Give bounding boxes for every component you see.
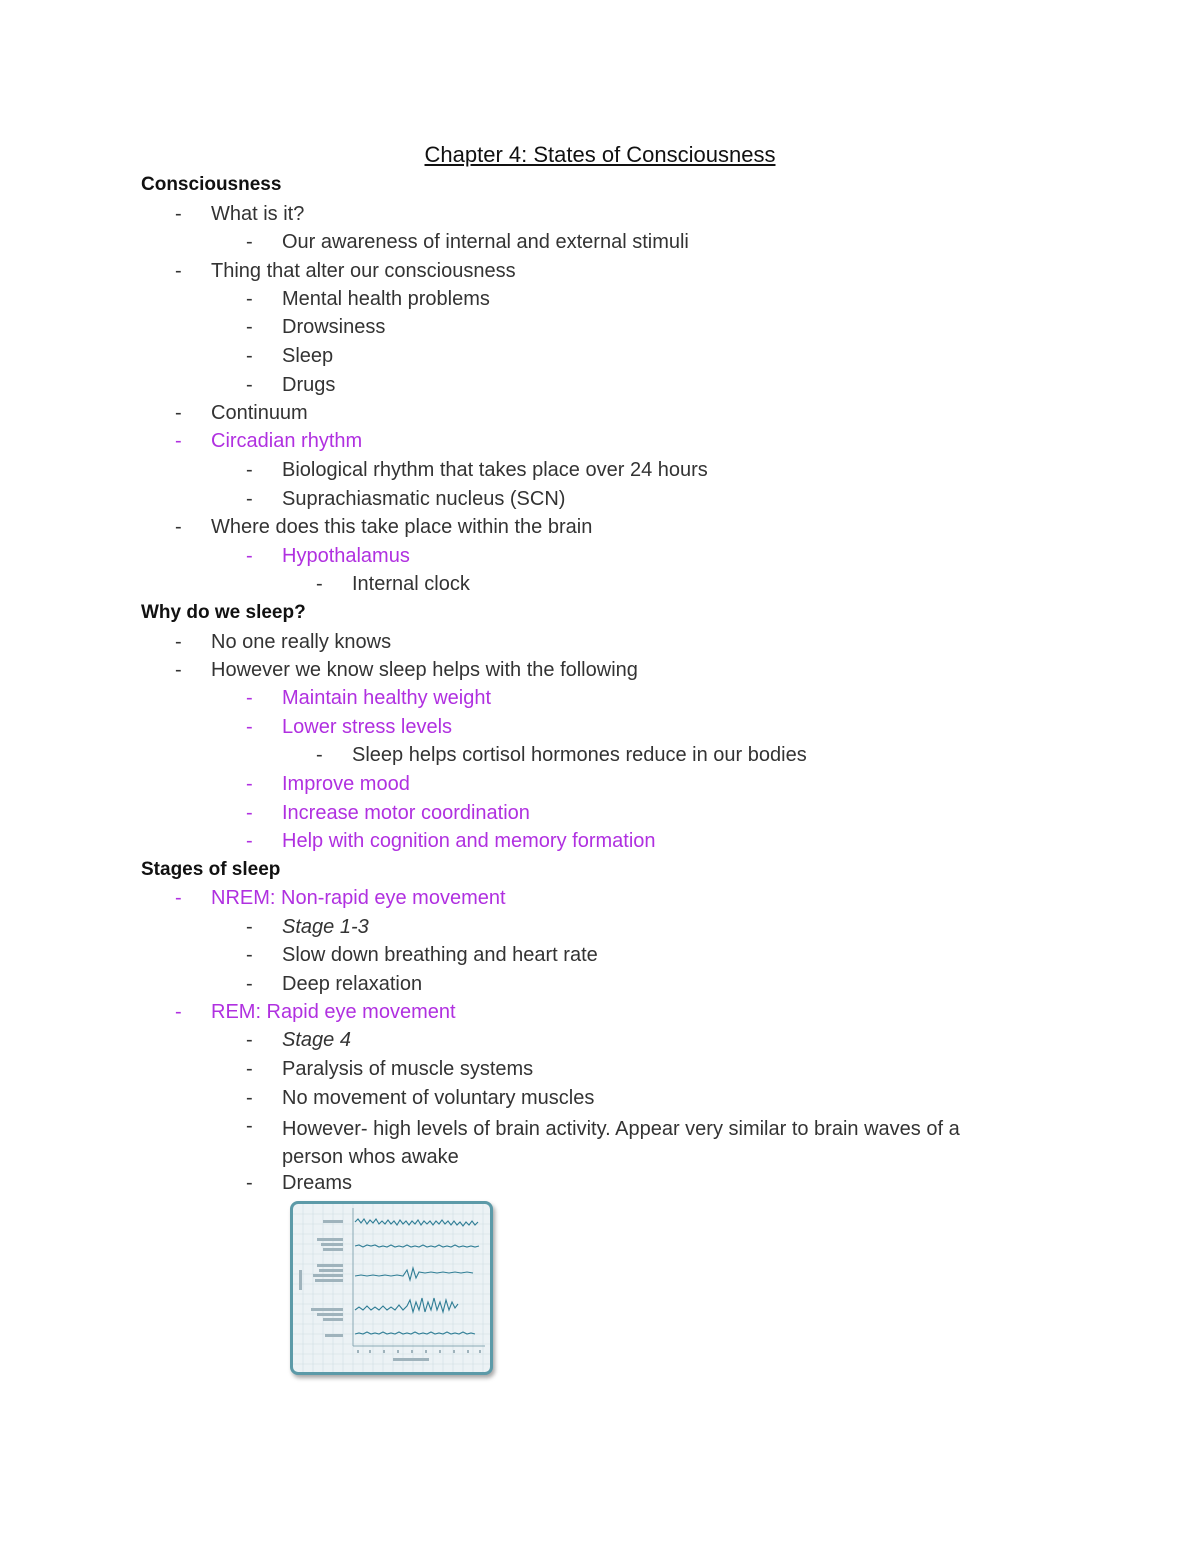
list-item-text: NREM: Non-rapid eye movement [211, 887, 506, 909]
bullet-dash: - [246, 916, 253, 938]
section-heading-stages: Stages of sleep [141, 859, 281, 880]
bullet-dash: - [175, 631, 182, 653]
list-item-text: Slow down breathing and heart rate [282, 944, 598, 966]
list-item-text: Thing that alter our consciousness [211, 260, 516, 282]
bullet-dash: - [246, 973, 253, 995]
list-item-text: Stage 1-3 [282, 916, 369, 938]
bullet-dash: - [175, 1001, 182, 1023]
list-item-text: No movement of voluntary muscles [282, 1087, 595, 1109]
eeg-chart-graphic [293, 1204, 490, 1372]
list-item-text: Circadian rhythm [211, 430, 363, 452]
list-item-text: Drugs [282, 374, 336, 396]
section-heading-consciousness: Consciousness [141, 174, 282, 195]
list-item-text: Biological rhythm that takes place over 24 hours [282, 459, 708, 481]
list-item-text: Lower stress levels [282, 716, 453, 738]
bullet-dash: - [246, 830, 253, 852]
bullet-dash: - [246, 231, 253, 253]
bullet-dash: - [246, 802, 253, 824]
bullet-dash: - [175, 260, 182, 282]
bullet-dash: - [246, 488, 253, 510]
list-item-text: Increase motor coordination [282, 802, 530, 824]
bullet-dash: - [175, 203, 182, 225]
bullet-dash: - [246, 716, 253, 738]
bullet-dash: - [246, 687, 253, 709]
list-item-text: Our awareness of internal and external stimuli [282, 231, 689, 253]
bullet-dash: - [246, 374, 253, 396]
bullet-dash: - [175, 659, 182, 681]
list-item-text: Dreams [282, 1172, 353, 1194]
list-item-text: Drowsiness [282, 316, 386, 338]
bullet-dash: - [246, 459, 253, 481]
list-item-text: Help with cognition and memory formation [282, 830, 656, 852]
list-item-text: Stage 4 [282, 1029, 351, 1051]
bullet-dash: - [175, 430, 182, 452]
list-item-text: However we know sleep helps with the following [211, 659, 638, 681]
list-item-text: What is it? [211, 203, 305, 225]
eeg-brain-wave-figure [290, 1201, 493, 1375]
bullet-dash: - [246, 773, 253, 795]
list-item-text: Improve mood [282, 773, 410, 795]
bullet-dash: - [175, 887, 182, 909]
bullet-dash: - [316, 573, 323, 595]
list-item-text: Paralysis of muscle systems [282, 1058, 534, 1080]
bullet-dash: - [246, 316, 253, 338]
bullet-dash: - [175, 402, 182, 424]
bullet-dash: - [246, 345, 253, 367]
list-item-text: Mental health problems [282, 288, 490, 310]
bullet-dash: - [246, 1029, 253, 1051]
bullet-dash: - [246, 1087, 253, 1109]
bullet-dash: - [246, 1172, 253, 1194]
list-item-text: REM: Rapid eye movement [211, 1001, 456, 1023]
list-item-text: Internal clock [352, 573, 470, 595]
bullet-dash: - [246, 1058, 253, 1080]
page-title: Chapter 4: States of Consciousness [424, 142, 776, 167]
bullet-dash: - [175, 516, 182, 538]
section-heading-why-sleep: Why do we sleep? [141, 602, 306, 623]
list-item-text: Sleep [282, 345, 334, 367]
list-item-text: Suprachiasmatic nucleus (SCN) [282, 488, 566, 510]
list-item-text: Maintain healthy weight [282, 687, 492, 709]
list-item-text: Continuum [211, 402, 308, 424]
list-item-text: However- high levels of brain activity. Appear very similar to brain waves of a person whos awake [282, 1118, 960, 1168]
list-item-text: No one really knows [211, 631, 392, 653]
bullet-dash: - [246, 1115, 253, 1137]
list-item-text: Sleep helps cortisol hormones reduce in our bodies [352, 744, 807, 766]
bullet-dash: - [246, 288, 253, 310]
list-item-text: Deep relaxation [282, 973, 423, 995]
bullet-dash: - [316, 744, 323, 766]
bullet-dash: - [246, 944, 253, 966]
list-item-text: Hypothalamus [282, 545, 410, 567]
bullet-dash: - [246, 545, 253, 567]
list-item-text: Where does this take place within the brain [211, 516, 593, 538]
